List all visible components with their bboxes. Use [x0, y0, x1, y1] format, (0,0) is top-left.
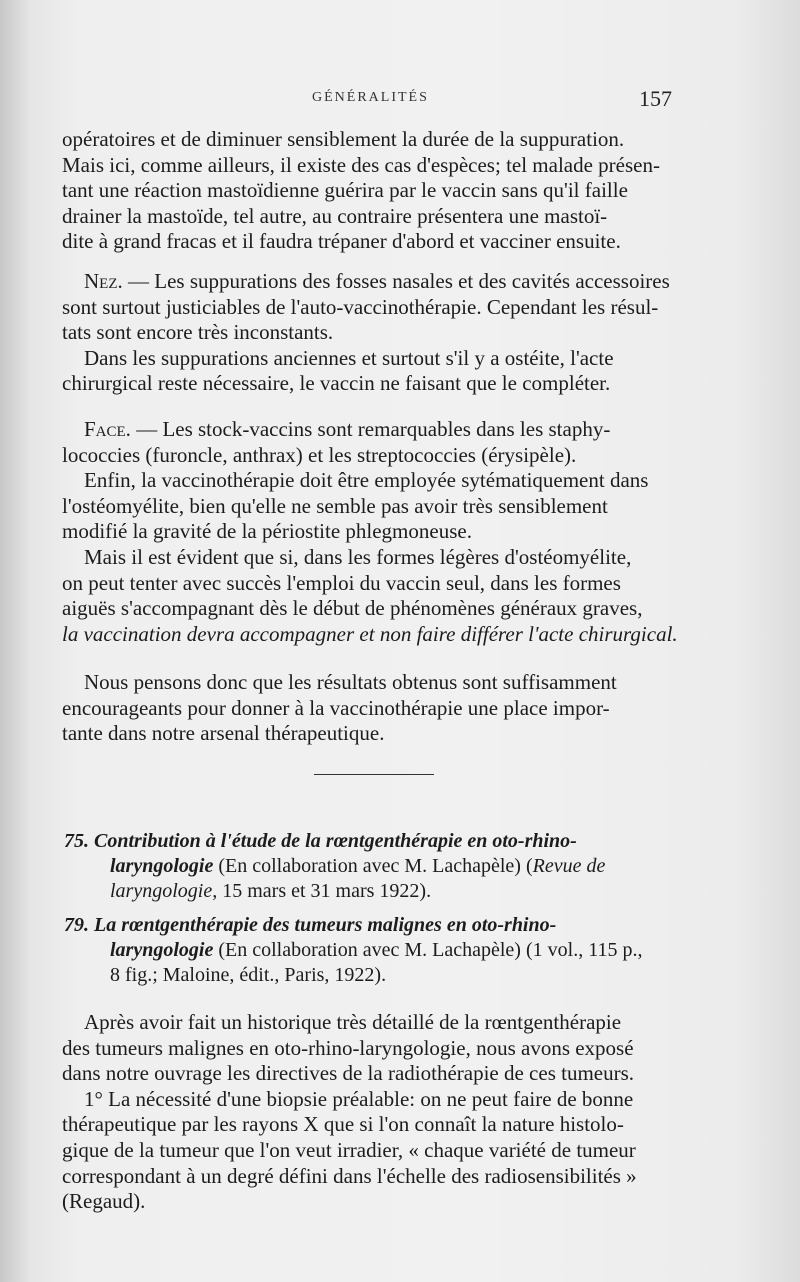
text-line: on peut tenter avec succès l'emploi du vaccin seul, dans les formes	[62, 570, 621, 595]
bibliography-entry-75	[64, 829, 680, 904]
text-line: Enfin, la vaccinothérapie doit être employée sytématiquement dans	[84, 468, 649, 493]
entry-line: 8 fig.; Maloine, édit., Paris, 1922).	[110, 964, 387, 986]
text-line: 1° La nécessité d'une biopsie préalable: on ne peut faire de bonne	[84, 1086, 634, 1111]
text-line: chirurgical reste nécessaire, le vaccin ne faisant que le compléter.	[62, 371, 611, 396]
entry-line	[64, 829, 680, 854]
text-line: sont surtout justiciables de l'auto-vaccinothérapie. Cependant les résul-	[62, 294, 659, 319]
text-line: des tumeurs malignes en oto-rhino-laryngologie, nous avons exposé	[62, 1035, 634, 1060]
entry-number: 79.	[64, 914, 89, 936]
paragraph-summary	[62, 1010, 680, 1215]
text-line: drainer la mastoïde, tel autre, au contraire présentera une mastoï-	[62, 203, 608, 228]
paragraph-conclusion	[62, 670, 680, 747]
text-line: l'ostéomyélite, bien qu'elle ne semble pas avoir très sensiblement	[62, 493, 608, 518]
text-line: modifié la gravité de la périostite phlegmoneuse.	[62, 519, 472, 544]
text-line: aiguës s'accompagnant dès le début de phénomènes généraux graves,	[62, 596, 643, 621]
bibliography-entry-79	[64, 913, 680, 988]
text-line: tante dans notre arsenal thérapeutique.	[62, 721, 385, 746]
text-line: Après avoir fait un historique très détaillé de la rœntgenthérapie	[84, 1010, 622, 1034]
entry-title: Contribution à l'étude de la rœntgenthérapie en oto-rhino-	[94, 830, 577, 852]
text-line-emphasis: la vaccination devra accompagner et non faire différer l'acte chirurgical.	[62, 621, 678, 646]
text-line: Mais il est évident que si, dans les formes légères d'ostéomyélite,	[84, 544, 632, 569]
section-divider	[314, 774, 434, 775]
text-line: thérapeutique par les rayons X que si l'on connaît la nature histolo-	[62, 1112, 624, 1137]
text-line: opératoires et de diminuer sensiblement la durée de la suppuration.	[62, 127, 625, 151]
text-line: (Regaud).	[62, 1189, 146, 1214]
section-face	[62, 417, 680, 647]
text-line: lococcies (furoncle, anthrax) et les streptococcies (érysipèle).	[62, 442, 577, 467]
paragraph-suppuration	[62, 127, 680, 255]
text-line: Nez. — Les suppurations des fosses nasales et des cavités accessoires	[84, 269, 670, 293]
section-heading-face: Face.	[84, 417, 131, 441]
page-number: 157	[639, 86, 672, 111]
text-line: Nous pensons donc que les résultats obtenus sont suffisamment	[84, 670, 617, 694]
text-line: tant une réaction mastoïdienne guérira par le vaccin sans qu'il faille	[62, 178, 628, 203]
text-line: dans notre ouvrage les directives de la radiothérapie de ces tumeurs.	[62, 1061, 635, 1086]
text-line: dite à grand fracas et il faudra trépaner d'abord et vacciner ensuite.	[62, 229, 621, 254]
entry-line: laryngologie, 15 mars et 31 mars 1922).	[110, 880, 432, 902]
entry-line: laryngologie (En collaboration avec M. Lachapèle) (1 vol., 115 p.,	[110, 939, 643, 961]
section-heading-nez: Nez.	[84, 269, 123, 293]
text-line: Dans les suppurations anciennes et surtout s'il y a ostéite, l'acte	[84, 345, 614, 370]
entry-title: La rœntgenthérapie des tumeurs malignes en oto-rhino-	[94, 914, 557, 936]
section-nez	[62, 269, 680, 397]
text-line: correspondant à un degré défini dans l'échelle des radiosensibilités »	[62, 1163, 637, 1188]
text-line: Mais ici, comme ailleurs, il existe des cas d'espèces; tel malade présen-	[62, 152, 660, 177]
entry-line	[64, 913, 680, 938]
text-line: tats sont encore très inconstants.	[62, 320, 334, 345]
page-header	[0, 86, 800, 116]
entry-line: laryngologie (En collaboration avec M. Lachapèle) (Revue de	[110, 855, 606, 877]
text-line: encourageants pour donner à la vaccinothérapie une place impor-	[62, 695, 610, 720]
text-line: gique de la tumeur que l'on veut irradier, « chaque variété de tumeur	[62, 1137, 636, 1162]
running-title: GÉNÉRALITÉS	[312, 90, 429, 105]
entry-number: 75.	[64, 830, 89, 852]
text-line: Face. — Les stock-vaccins sont remarquables dans les staphy-	[84, 417, 611, 441]
